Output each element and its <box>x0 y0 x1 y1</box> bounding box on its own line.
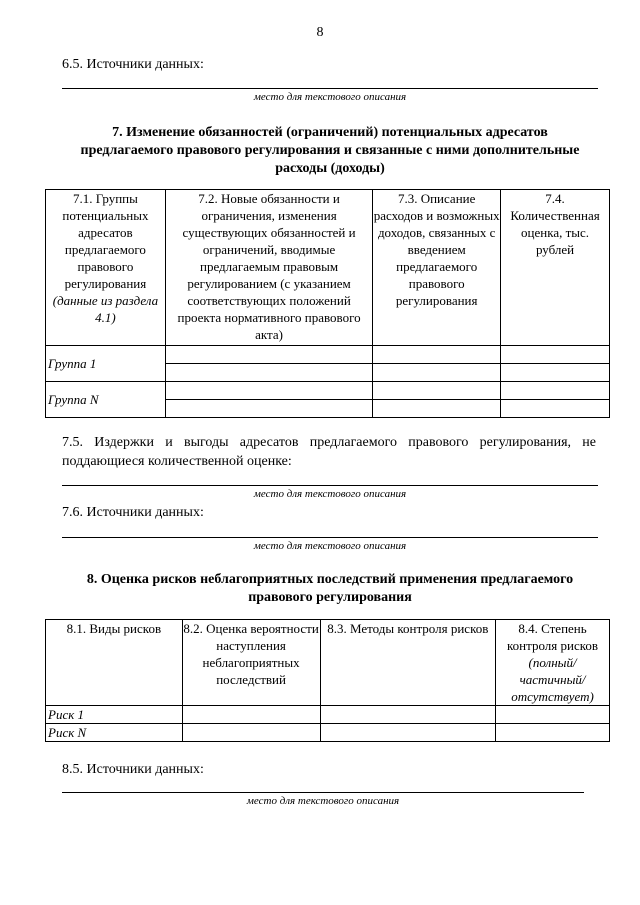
table-7-header-expenses: 7.3. Описание расходов и возможных доходов, связанных с введением предлагаемого правового регулирования <box>373 190 501 346</box>
table-row-label: Риск N <box>46 724 183 742</box>
table-row-label: Группа N <box>46 382 166 418</box>
table-cell[interactable] <box>320 724 496 742</box>
table-7-header-estimate: 7.4. Количественная оценка, тыс. рублей <box>501 190 610 346</box>
text-field-line-7-5[interactable] <box>62 485 598 486</box>
table-cell[interactable] <box>496 724 610 742</box>
section-7-heading <box>40 124 620 178</box>
table-cell[interactable] <box>165 346 372 364</box>
table-7 <box>45 189 610 418</box>
section-7-heading-line2: предлагаемого правового регулирования и связанные с ними дополнительные <box>80 143 580 158</box>
table-8-header-probability: 8.2. Оценка вероятности наступления неблагоприятных последствий <box>182 620 320 706</box>
table-cell[interactable] <box>501 346 610 364</box>
table-cell[interactable] <box>320 706 496 724</box>
table-cell[interactable] <box>496 706 610 724</box>
table-8-header-risks: 8.1. Виды рисков <box>46 620 183 706</box>
text-field-line-8-5[interactable] <box>62 792 584 793</box>
table-cell[interactable] <box>373 400 501 418</box>
text-field-line-6-5[interactable] <box>62 88 598 89</box>
table-cell[interactable] <box>373 346 501 364</box>
table-cell[interactable] <box>501 400 610 418</box>
table-cell[interactable] <box>182 724 320 742</box>
table-7-header-groups: 7.1. Группы потенциальных адресатов предлагаемого правового регулирования (данные из раздела 4.1) <box>46 190 166 346</box>
section-7-5-line2: поддающиеся количественной оценке: <box>62 454 292 469</box>
caption-6-5: место для текстового описания <box>253 91 407 103</box>
section-7-heading-line3: расходы (доходы) <box>275 161 385 176</box>
text-field-line-7-6[interactable] <box>62 537 598 538</box>
table-cell[interactable] <box>165 364 372 382</box>
table-8-header-control: 8.4. Степень контроля рисков (полный/ частичный/ отсутствует) <box>496 620 610 706</box>
table-row-label: Группа 1 <box>46 346 166 382</box>
table-7-header-obligations: 7.2. Новые обязанности и ограничения, изменения существующих обязанностей и ограничений, вводимые предлагаемым правовым регулированием (с указанием соответствующих положений проекта нормативного правового акта) <box>165 190 372 346</box>
table-cell[interactable] <box>165 400 372 418</box>
table-cell[interactable] <box>373 364 501 382</box>
table-cell[interactable] <box>182 706 320 724</box>
table-cell[interactable] <box>373 382 501 400</box>
table-row-label: Риск 1 <box>46 706 183 724</box>
section-8-5-label: 8.5. Источники данных: <box>62 762 204 777</box>
section-8-heading-line2: правового регулирования <box>248 590 412 605</box>
table-8-header-methods: 8.3. Методы контроля рисков <box>320 620 496 706</box>
page-number: 8 <box>316 25 324 40</box>
section-7-6-label: 7.6. Источники данных: <box>62 505 204 520</box>
caption-8-5: место для текстового описания <box>246 795 400 807</box>
section-7-5-line1: 7.5. Издержки и выгоды адресатов предлагаемого правового регулирования, не <box>62 435 596 450</box>
section-7-heading-line1: 7. Изменение обязанностей (ограничений) потенциальных адресатов <box>112 125 548 140</box>
table-cell[interactable] <box>501 382 610 400</box>
section-6-5-label: 6.5. Источники данных: <box>62 57 204 72</box>
table-cell[interactable] <box>501 364 610 382</box>
section-8-heading <box>40 571 620 607</box>
caption-7-6: место для текстового описания <box>253 540 407 552</box>
section-8-heading-line1: 8. Оценка рисков неблагоприятных последствий применения предлагаемого <box>86 572 574 587</box>
table-cell[interactable] <box>165 382 372 400</box>
table-8 <box>45 619 610 742</box>
caption-7-5: место для текстового описания <box>253 488 407 500</box>
